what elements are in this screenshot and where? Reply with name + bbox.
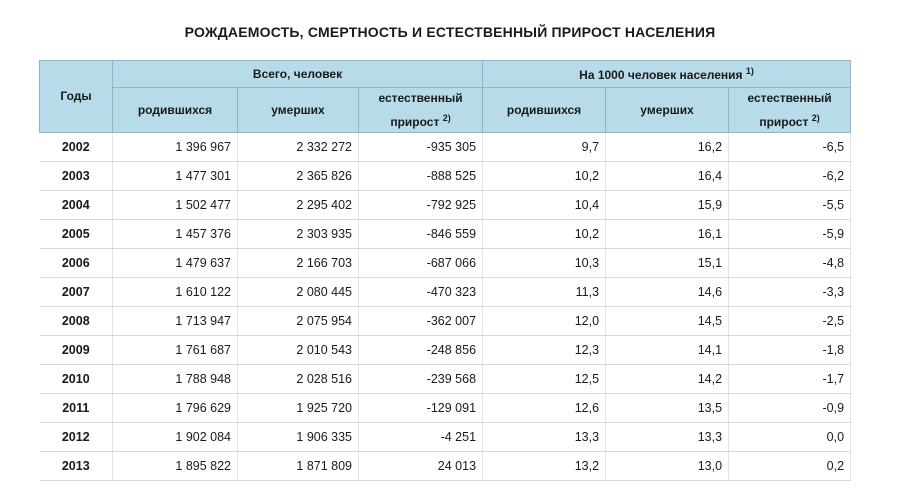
table-row	[40, 249, 851, 278]
cell-deaths-rate: 14,2	[606, 365, 729, 394]
table-row	[40, 452, 851, 481]
cell-natural-increase: -792 925	[359, 191, 483, 220]
cell-births-rate: 12,3	[483, 336, 606, 365]
cell-births: 1 796 629	[113, 394, 238, 423]
cell-deaths: 1 925 720	[238, 394, 359, 423]
cell-deaths: 2 295 402	[238, 191, 359, 220]
cell-births: 1 895 822	[113, 452, 238, 481]
cell-births-rate: 12,0	[483, 307, 606, 336]
cell-births: 1 477 301	[113, 162, 238, 191]
cell-year: 2012	[40, 423, 113, 452]
cell-natural-increase-rate: 0,2	[729, 452, 851, 481]
cell-natural-increase-rate: -0,9	[729, 394, 851, 423]
cell-natural-increase: -248 856	[359, 336, 483, 365]
column-header-natural-increase-rate	[729, 88, 851, 133]
column-header-deaths-rate: умерших	[606, 88, 729, 133]
table-row	[40, 336, 851, 365]
cell-births-rate: 13,3	[483, 423, 606, 452]
cell-year: 2002	[40, 133, 113, 162]
table-row	[40, 278, 851, 307]
cell-deaths-rate: 16,4	[606, 162, 729, 191]
column-header-natural-line2: прирост	[390, 115, 440, 129]
table-row	[40, 220, 851, 249]
cell-births-rate: 12,5	[483, 365, 606, 394]
cell-deaths: 2 080 445	[238, 278, 359, 307]
column-group-total	[113, 61, 483, 88]
footnote-marker: 2)	[811, 113, 820, 123]
cell-deaths: 2 028 516	[238, 365, 359, 394]
column-header-births: родившихся	[113, 88, 238, 133]
cell-year: 2009	[40, 336, 113, 365]
cell-natural-increase: -888 525	[359, 162, 483, 191]
cell-natural-increase-rate: -1,7	[729, 365, 851, 394]
cell-deaths: 2 075 954	[238, 307, 359, 336]
cell-births-rate: 13,2	[483, 452, 606, 481]
cell-deaths-rate: 15,9	[606, 191, 729, 220]
cell-births-rate: 10,2	[483, 162, 606, 191]
cell-year: 2005	[40, 220, 113, 249]
cell-deaths: 2 332 272	[238, 133, 359, 162]
cell-natural-increase: -846 559	[359, 220, 483, 249]
cell-births: 1 761 687	[113, 336, 238, 365]
cell-natural-increase-rate: -5,9	[729, 220, 851, 249]
cell-deaths-rate: 13,3	[606, 423, 729, 452]
population-table	[39, 60, 851, 481]
cell-natural-increase: -129 091	[359, 394, 483, 423]
table-row	[40, 394, 851, 423]
footnote-marker: 1)	[745, 66, 754, 76]
cell-births: 1 902 084	[113, 423, 238, 452]
cell-natural-increase-rate: -3,3	[729, 278, 851, 307]
cell-year: 2010	[40, 365, 113, 394]
cell-births-rate: 12,6	[483, 394, 606, 423]
column-group-total-label: Всего, человек	[252, 67, 343, 81]
header-row-columns	[40, 88, 851, 133]
cell-births-rate: 11,3	[483, 278, 606, 307]
cell-deaths-rate: 14,1	[606, 336, 729, 365]
column-header-years: Годы	[40, 61, 113, 133]
cell-natural-increase-rate: -2,5	[729, 307, 851, 336]
cell-deaths: 2 010 543	[238, 336, 359, 365]
cell-natural-increase: -4 251	[359, 423, 483, 452]
cell-deaths-rate: 13,5	[606, 394, 729, 423]
cell-deaths: 2 365 826	[238, 162, 359, 191]
cell-natural-increase-rate: -4,8	[729, 249, 851, 278]
table-body	[40, 133, 851, 481]
cell-natural-increase: -362 007	[359, 307, 483, 336]
cell-year: 2003	[40, 162, 113, 191]
cell-births-rate: 10,4	[483, 191, 606, 220]
cell-deaths-rate: 14,5	[606, 307, 729, 336]
cell-deaths-rate: 15,1	[606, 249, 729, 278]
column-header-deaths: умерших	[238, 88, 359, 133]
column-header-natural-rate-line2: прирост	[759, 115, 809, 129]
table-row	[40, 162, 851, 191]
column-header-births-rate: родившихся	[483, 88, 606, 133]
cell-births: 1 457 376	[113, 220, 238, 249]
column-header-natural-rate-line1: естественный	[747, 91, 832, 105]
column-header-natural-increase	[359, 88, 483, 133]
table-row	[40, 133, 851, 162]
cell-year: 2008	[40, 307, 113, 336]
cell-deaths: 1 871 809	[238, 452, 359, 481]
cell-natural-increase: -935 305	[359, 133, 483, 162]
cell-deaths-rate: 16,1	[606, 220, 729, 249]
cell-year: 2006	[40, 249, 113, 278]
table-row	[40, 191, 851, 220]
cell-births-rate: 10,2	[483, 220, 606, 249]
cell-births: 1 479 637	[113, 249, 238, 278]
cell-births-rate: 9,7	[483, 133, 606, 162]
cell-natural-increase: -687 066	[359, 249, 483, 278]
cell-births: 1 788 948	[113, 365, 238, 394]
header-row-groups	[40, 61, 851, 88]
column-group-rate	[483, 61, 851, 88]
cell-natural-increase: -470 323	[359, 278, 483, 307]
cell-deaths-rate: 16,2	[606, 133, 729, 162]
table-row	[40, 365, 851, 394]
cell-births: 1 502 477	[113, 191, 238, 220]
cell-year: 2007	[40, 278, 113, 307]
table-row	[40, 307, 851, 336]
cell-natural-increase: 24 013	[359, 452, 483, 481]
cell-natural-increase-rate: -6,2	[729, 162, 851, 191]
cell-year: 2011	[40, 394, 113, 423]
cell-natural-increase-rate: -5,5	[729, 191, 851, 220]
cell-deaths-rate: 13,0	[606, 452, 729, 481]
table-row	[40, 423, 851, 452]
cell-deaths-rate: 14,6	[606, 278, 729, 307]
cell-births-rate: 10,3	[483, 249, 606, 278]
column-header-natural-line1: естественный	[378, 91, 463, 105]
cell-deaths: 2 303 935	[238, 220, 359, 249]
cell-year: 2013	[40, 452, 113, 481]
cell-deaths: 1 906 335	[238, 423, 359, 452]
cell-births: 1 713 947	[113, 307, 238, 336]
column-group-rate-label: На 1000 человек населения	[579, 68, 743, 82]
cell-natural-increase-rate: -1,8	[729, 336, 851, 365]
footnote-marker: 2)	[442, 113, 451, 123]
cell-natural-increase-rate: 0,0	[729, 423, 851, 452]
cell-year: 2004	[40, 191, 113, 220]
page-title: РОЖДАЕМОСТЬ, СМЕРТНОСТЬ И ЕСТЕСТВЕННЫЙ ПРИРОСТ НАСЕЛЕНИЯ	[184, 24, 716, 40]
cell-natural-increase: -239 568	[359, 365, 483, 394]
cell-births: 1 610 122	[113, 278, 238, 307]
cell-deaths: 2 166 703	[238, 249, 359, 278]
cell-births: 1 396 967	[113, 133, 238, 162]
cell-natural-increase-rate: -6,5	[729, 133, 851, 162]
